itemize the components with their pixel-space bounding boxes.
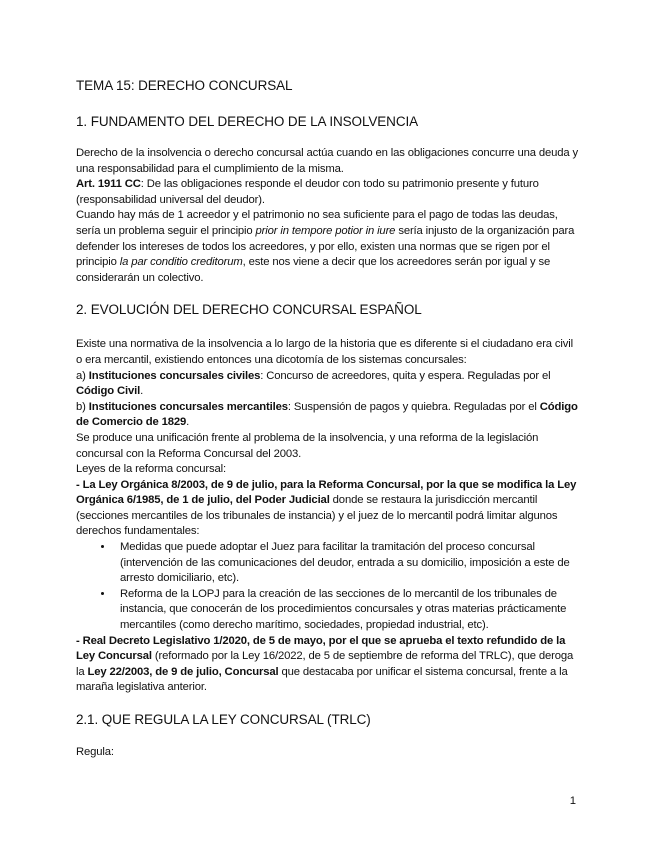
section-2-1-heading: 2.1. QUE REGULA LA LEY CONCURSAL (TRLC) [76, 712, 371, 727]
law-1-bullet-list [76, 540, 581, 634]
section-2-paragraph-1: Existe una normativa de la insolvencia a lo largo de la historia que es diferente si el ciudadano era civil o era mercantil, existiendo entonces una dicotomía de los sistemas concursales: [76, 338, 573, 366]
section-2-1-paragraph-1: Regula: [76, 746, 114, 758]
law-2-paragraph: - Real Decreto Legislativo 1/2020, de 5 de mayo, por el que se aprueba el texto refundido de la Ley Concursal (reformado por la Ley 16/2022, de 5 de septiembre de reforma del TRLC), que deroga la Ley 22/2003, de 9 de julio, Concursal que destacaba por unificar el sistema concursal, frente a la maraña legislativa anterior. [76, 634, 574, 694]
page-number: 1 [569, 795, 576, 807]
document-body [76, 78, 581, 761]
section-2-paragraph-2: Se produce una unificación frente al problema de la insolvencia, y una reforma de la legislación concursal con la Reforma Concursal del 2003. [76, 431, 539, 460]
article-reference: Art. 1911 CC [76, 178, 141, 191]
section-2-item-a: a) Instituciones concursales civiles: Concurso de acreedores, quita y espera. Reguladas por el Código Civil. [76, 369, 551, 398]
section-2-heading: 2. EVOLUCIÓN DEL DERECHO CONCURSAL ESPAÑOL [76, 302, 422, 318]
latin-principle-1: prior in tempore potior in iure [255, 224, 396, 237]
latin-principle-2: la par conditio creditorum [119, 256, 243, 269]
list-item: • Reforma de la LOPJ para la creación de las secciones de lo mercantil de los tribunales de instancia, que conocerán de los procedimientos concursales y otras materias prácticamente mercantiles (como derecho marítimo, sociedades, propiedad industrial, etc). [114, 587, 581, 634]
section-1-paragraph-3: Cuando hay más de 1 acreedor y el patrimonio no sea suficiente para el pago de todas las deudas, sería un problema seguir el principio prior in tempore potior in iure sería injusto de la organización para defender los intereses de todos los acreedores, y por ello, existen una normas que se rigen por el principio la par conditio creditorum, este nos viene a decir que los acreedores serán por igual y se considerarán un colectivo. [76, 209, 575, 284]
document-title: TEMA 15: DERECHO CONCURSAL [76, 78, 293, 93]
section-2-item-b: b) Instituciones concursales mercantiles: Suspensión de pagos y quiebra. Reguladas por el Código de Comercio de 1829. [76, 400, 578, 429]
law-1-paragraph: - La Ley Orgánica 8/2003, de 9 de julio, para la Reforma Concursal, por la que se modifica la Ley Orgánica 6/1985, de 1 de julio, del Poder Judicial donde se restaura la jurisdicción mercantil (secciones mercantiles de los tribunales de instancia) y el juez de lo mercantil podrá limitar algunos derechos fundamentales: [76, 478, 577, 538]
section-1-paragraph-1: Derecho de la insolvencia o derecho concursal actúa cuando en las obligaciones concurre una deuda y una responsabilidad para el cumplimiento de la misma. [76, 147, 579, 175]
section-1-heading: 1. FUNDAMENTO DEL DERECHO DE LA INSOLVENCIA [76, 114, 419, 129]
section-2-paragraph-3: Leyes de la reforma concursal: [76, 463, 226, 476]
section-1-paragraph-2: Art. 1911 CC: De las obligaciones responde el deudor con todo su patrimonio presente y futuro (responsabilidad universal del deudor). [76, 178, 539, 206]
list-item: • Medidas que puede adoptar el Juez para facilitar la tramitación del proceso concursal (intervención de las comunicaciones del deudor, entrada a su domicilio, imposición a este de arresto domiciliario, etc). [114, 540, 581, 587]
